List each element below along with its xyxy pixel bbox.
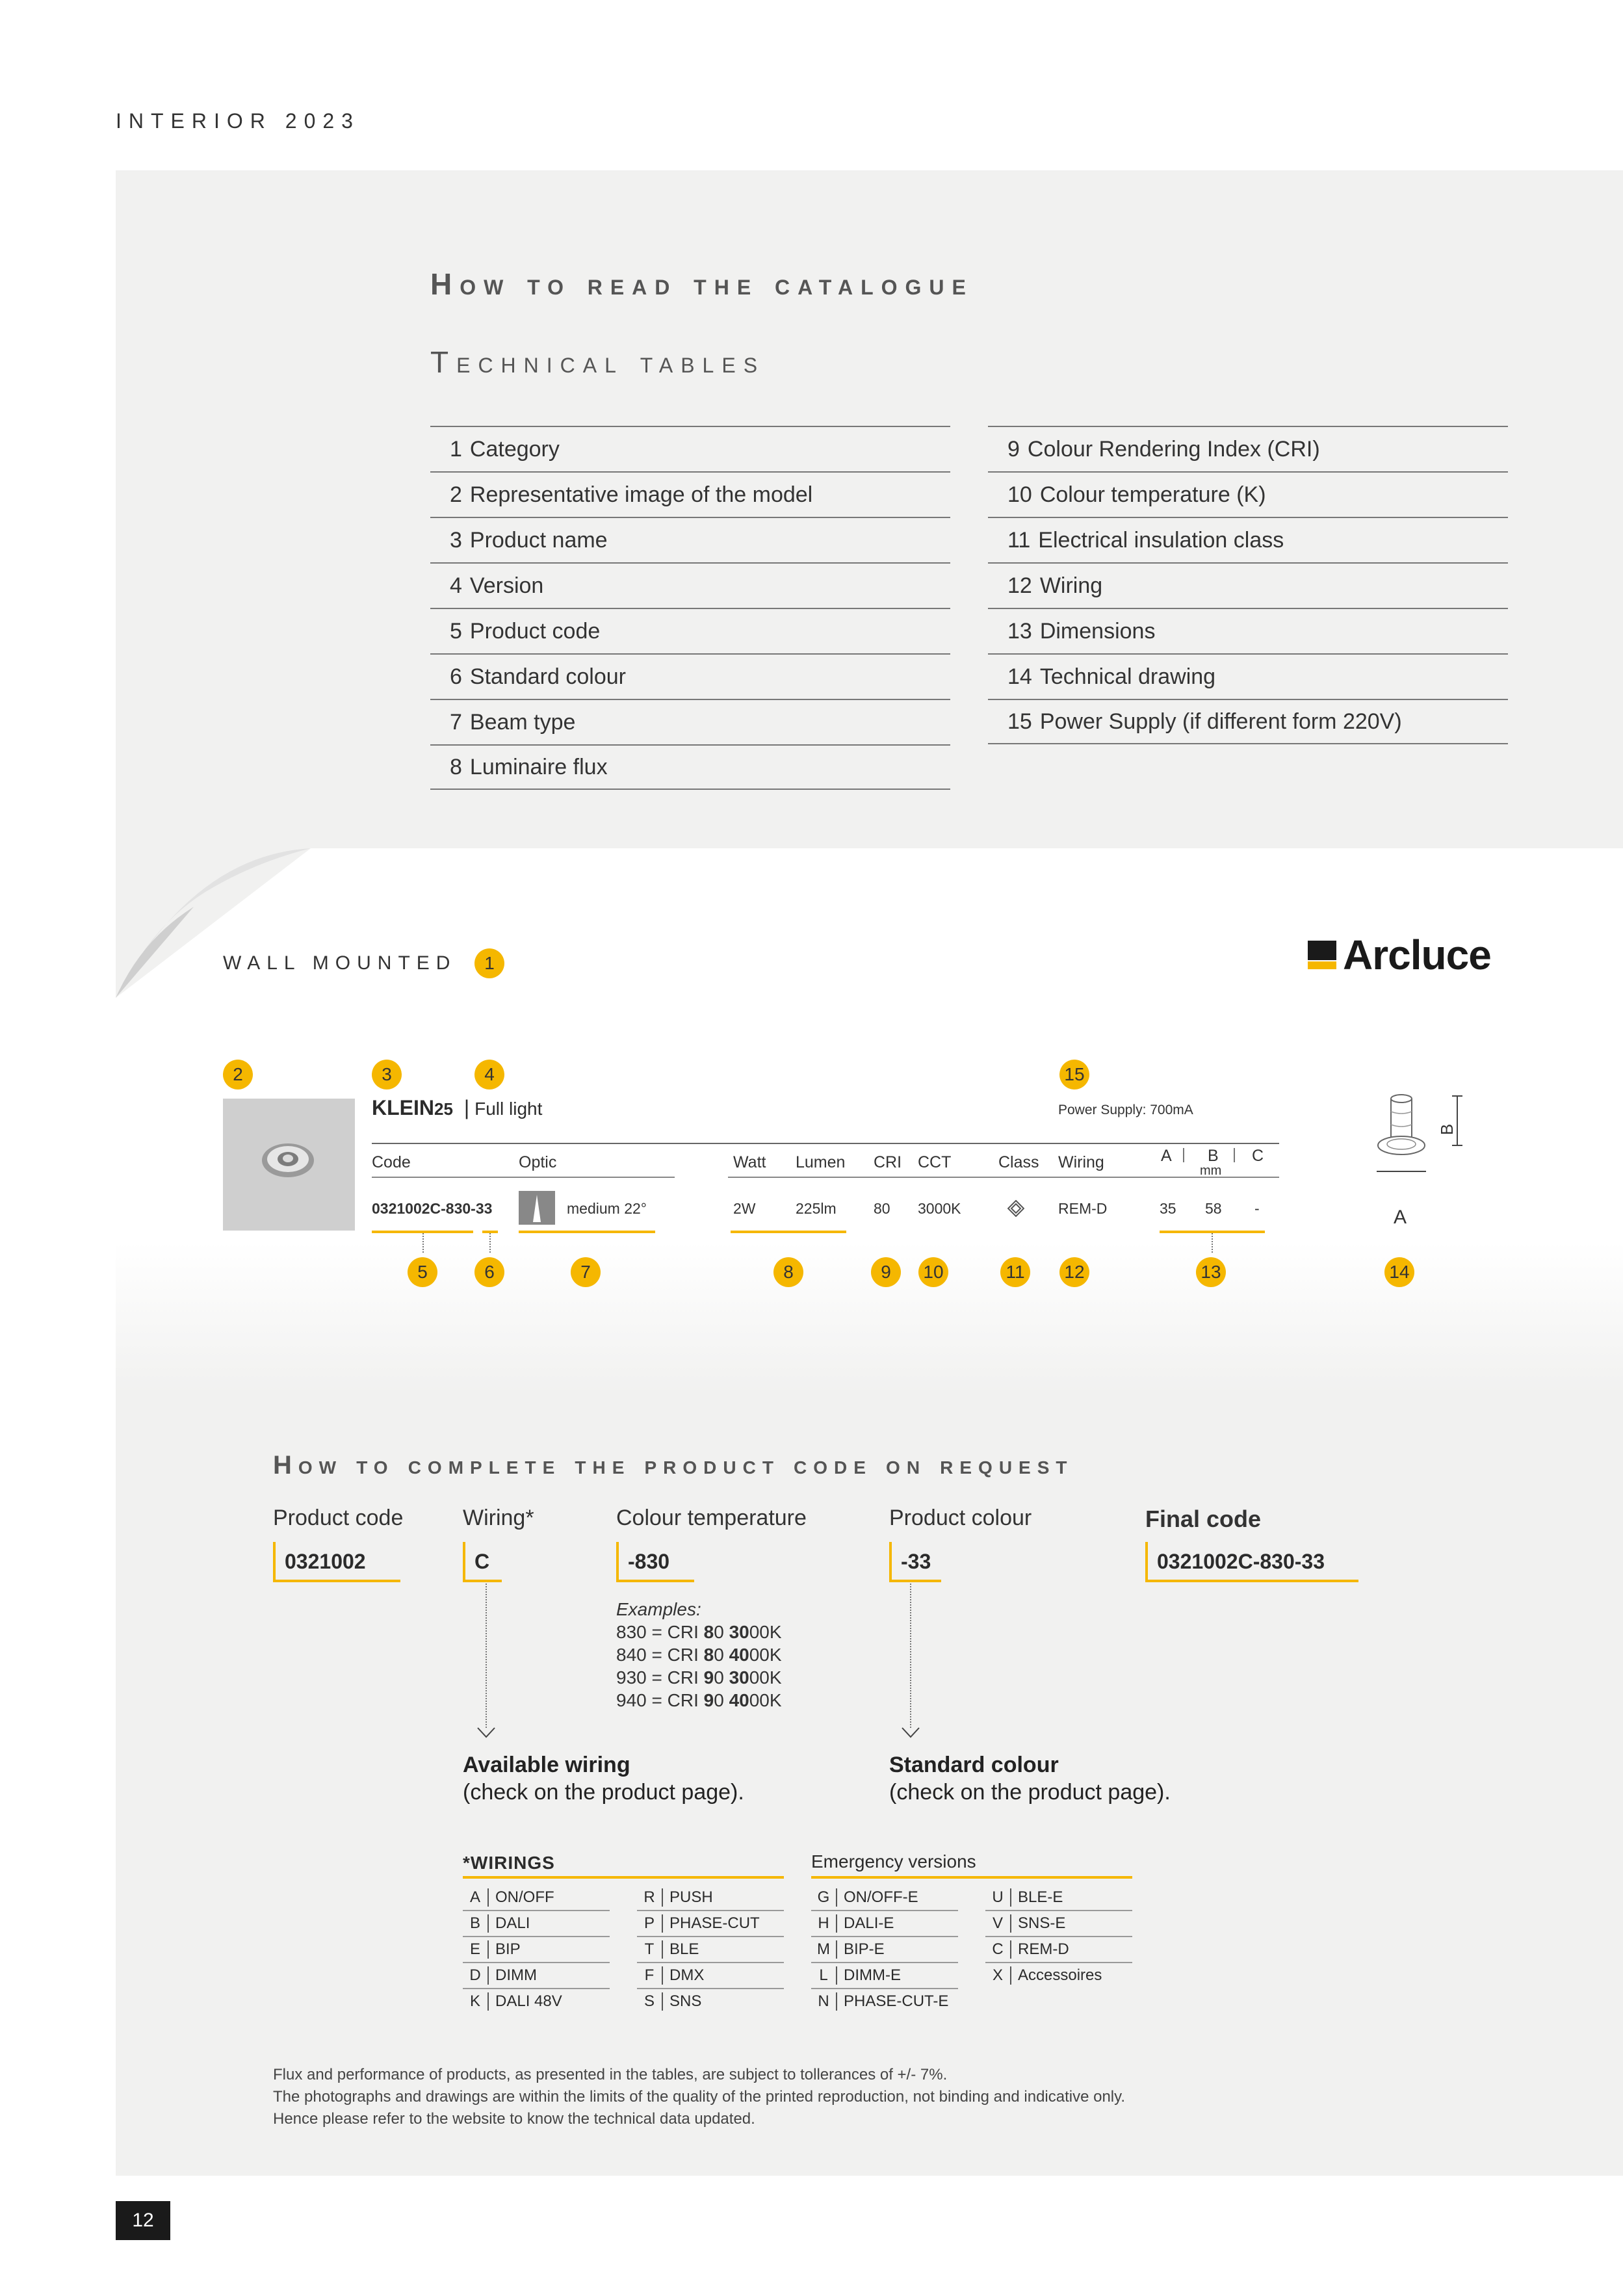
- wiring-code: U: [985, 1888, 1011, 1907]
- row-optic: medium 22°: [567, 1200, 647, 1217]
- wiring-name: BLE: [669, 1940, 699, 1958]
- badge-7: 7: [571, 1257, 601, 1287]
- col-lumen: Lumen: [796, 1153, 846, 1171]
- wiring-row: [985, 1885, 1132, 1911]
- footnote-line: Hence please refer to the website to know the technical data updated.: [273, 2110, 755, 2128]
- legend-number: 8: [450, 754, 462, 779]
- row-cri: 80: [874, 1200, 890, 1217]
- wiring-name: ON/OFF-E: [844, 1888, 918, 1906]
- col-c: C: [1252, 1147, 1264, 1165]
- table-top-line-left: [372, 1143, 675, 1144]
- wiring-name: DALI 48V: [495, 1992, 562, 2010]
- colour-label: Product colour: [889, 1506, 1032, 1530]
- wiring-row: [637, 1911, 784, 1937]
- legend-row: [430, 744, 950, 790]
- col-class: Class: [998, 1153, 1039, 1171]
- col-cct: CCT: [918, 1153, 952, 1171]
- example-part: 930 = CRI: [616, 1667, 704, 1688]
- standard-colour-title: Standard colour: [889, 1753, 1059, 1777]
- wiring-row: [637, 1885, 784, 1911]
- wirings-col-3: [811, 1885, 958, 2014]
- legend-text: Standard colour: [469, 664, 626, 689]
- wiring-code: L: [811, 1966, 837, 1985]
- example-part: 830 = CRI: [616, 1622, 704, 1642]
- wiring-code: F: [637, 1966, 663, 1985]
- legend-text: Luminaire flux: [469, 754, 608, 779]
- wiring-code: B: [463, 1914, 489, 1933]
- example-part: 30: [729, 1667, 749, 1688]
- legend-number: 7: [450, 709, 462, 735]
- legend-text: Category: [469, 436, 560, 462]
- wiring-name: REM-D: [1018, 1940, 1069, 1958]
- page-curl-icon: [116, 848, 311, 998]
- legend-text: Beam type: [469, 709, 576, 735]
- example-line: [616, 1689, 782, 1712]
- legend-row: [430, 471, 950, 517]
- product-code-value: 0321002: [273, 1542, 400, 1582]
- legend-number: 14: [1007, 664, 1032, 689]
- badge-5: 5: [408, 1257, 437, 1287]
- connector: [422, 1233, 424, 1253]
- header-label: INTERIOR 2023: [116, 109, 360, 133]
- col-a: A: [1161, 1147, 1172, 1165]
- wiring-code: D: [463, 1966, 489, 1985]
- cct-value: -830: [616, 1542, 694, 1582]
- wiring-row: [985, 1963, 1132, 1988]
- wiring-code: H: [811, 1914, 837, 1933]
- wiring-name: PHASE-CUT-E: [844, 1992, 949, 2010]
- badge-4: 4: [474, 1060, 504, 1089]
- badge-15: 15: [1059, 1060, 1089, 1089]
- example-part: 840 = CRI: [616, 1645, 704, 1665]
- product-name-bold: KLEIN: [372, 1096, 434, 1119]
- col-watt: Watt: [733, 1153, 766, 1171]
- table-header-line-left: [372, 1177, 675, 1178]
- footnote-line: Flux and performance of products, as presented in the tables, are subject to tollerances of +/- 7%.: [273, 2066, 948, 2083]
- legend-text: Power Supply (if different form 220V): [1039, 709, 1402, 734]
- emergency-title: Emergency versions: [811, 1851, 976, 1872]
- col-b: B: [1208, 1147, 1219, 1165]
- legend-text: Version: [469, 573, 544, 598]
- badge-10: 10: [918, 1257, 948, 1287]
- example-line: [616, 1666, 782, 1689]
- col-optic: Optic: [519, 1153, 557, 1171]
- row-b: 58: [1205, 1200, 1222, 1217]
- wiring-row: [637, 1963, 784, 1989]
- wiring-code: R: [637, 1888, 663, 1907]
- legend-row: [988, 699, 1508, 744]
- legend-row: [988, 653, 1508, 699]
- cct-label: Colour temperature: [616, 1506, 807, 1530]
- wiring-arrow-line: [486, 1584, 487, 1728]
- arrow-down-icon: [901, 1727, 920, 1740]
- legend-text: Dimensions: [1039, 618, 1156, 644]
- example-part: 00K: [749, 1645, 782, 1665]
- example-part: 8: [703, 1622, 714, 1642]
- legend-text: Colour Rendering Index (CRI): [1027, 436, 1320, 462]
- underline-flux: [731, 1231, 846, 1233]
- wiring-name: DIMM-E: [844, 1966, 901, 1984]
- legend-row: [988, 517, 1508, 562]
- wirings-title: *WIRINGS: [463, 1853, 555, 1873]
- connector: [489, 1233, 491, 1253]
- legend-row: [988, 426, 1508, 471]
- wirings-col-4: [985, 1885, 1132, 1988]
- row-a: 35: [1160, 1200, 1176, 1217]
- standard-colour-sub: (check on the product page).: [889, 1780, 1171, 1805]
- footnote: [273, 2064, 1125, 2130]
- badge-8: 8: [773, 1257, 803, 1287]
- beam-icon: [519, 1191, 555, 1225]
- wiring-code: V: [985, 1914, 1011, 1933]
- badge-13: 13: [1196, 1257, 1226, 1287]
- badge-1: 1: [474, 948, 504, 978]
- wirings-underline: [463, 1876, 784, 1879]
- wiring-code: T: [637, 1940, 663, 1959]
- badge-14: 14: [1384, 1257, 1414, 1287]
- available-wiring: [463, 1751, 744, 1806]
- legend-number: 15: [1007, 709, 1032, 734]
- legend-number: 12: [1007, 573, 1032, 598]
- colour-arrow-line: [910, 1584, 911, 1728]
- legend-row: [430, 426, 950, 471]
- row-cct: 3000K: [918, 1200, 961, 1217]
- product-version: Full light: [474, 1099, 543, 1119]
- legend-number: 11: [1007, 527, 1031, 553]
- legend-number: 9: [1007, 436, 1020, 462]
- example-part: 9: [703, 1690, 714, 1710]
- col-mm: mm: [1200, 1164, 1222, 1178]
- wiring-code: S: [637, 1992, 663, 2011]
- underline-optic: [519, 1231, 655, 1233]
- wiring-name: DMX: [669, 1966, 705, 1984]
- wiring-code: P: [637, 1914, 663, 1933]
- example-part: 40: [729, 1690, 749, 1710]
- badge-11: 11: [1000, 1257, 1030, 1287]
- example-line: [616, 1621, 782, 1643]
- legend-number: 13: [1007, 618, 1032, 644]
- example-part: 40: [729, 1645, 749, 1665]
- row-c: -: [1254, 1200, 1260, 1217]
- downlight-icon: [223, 1099, 355, 1231]
- wiring-row: [463, 1885, 610, 1911]
- section-title: How to read the catalogue: [430, 267, 974, 301]
- connector: [1212, 1233, 1213, 1253]
- product-code-label: Product code: [273, 1506, 404, 1530]
- wiring-label: Wiring*: [463, 1506, 534, 1530]
- legend-text: Colour temperature (K): [1039, 482, 1266, 507]
- wiring-name: SNS-E: [1018, 1914, 1066, 1932]
- cct-examples: [616, 1598, 782, 1712]
- wiring-name: DIMM: [495, 1966, 537, 1984]
- wiring-name: ON/OFF: [495, 1888, 554, 1906]
- logo-text: Arcluce: [1343, 932, 1491, 978]
- dim-b-label: B: [1437, 1123, 1457, 1136]
- section-subtitle: Technical tables: [430, 345, 766, 379]
- example-part: 30: [729, 1622, 749, 1642]
- legend-number: 4: [450, 573, 462, 598]
- legend-number: 1: [450, 436, 462, 462]
- legend-number: 2: [450, 482, 462, 507]
- badge-2: 2: [223, 1060, 253, 1089]
- brand-logo: [1308, 931, 1491, 979]
- wiring-name: BLE-E: [1018, 1888, 1063, 1906]
- legend-row: [430, 608, 950, 653]
- wiring-row: [985, 1937, 1132, 1963]
- available-wiring-sub: (check on the product page).: [463, 1780, 744, 1805]
- wirings-col-1: [463, 1885, 610, 2014]
- class-ii-icon: [1007, 1200, 1024, 1217]
- wiring-name: DALI: [495, 1914, 530, 1932]
- wiring-name: PHASE-CUT: [669, 1914, 760, 1932]
- page-number: 12: [116, 2201, 170, 2240]
- legend-text: Technical drawing: [1039, 664, 1216, 689]
- dim-separator: [1234, 1148, 1235, 1162]
- final-code-value: 0321002C-830-33: [1145, 1542, 1358, 1582]
- legend-number: 6: [450, 664, 462, 689]
- product-name: KLEIN25 | Full light: [372, 1096, 543, 1119]
- wiring-name: PUSH: [669, 1888, 713, 1906]
- wirings-col-2: [637, 1885, 784, 2014]
- row-lumen: 225lm: [796, 1200, 837, 1217]
- example-part: 9: [703, 1667, 714, 1688]
- category-label: WALL MOUNTED: [223, 952, 457, 974]
- wiring-name: BIP-E: [844, 1940, 885, 1958]
- wiring-name: Accessoires: [1018, 1966, 1102, 1984]
- footnote-line: The photographs and drawings are within the limits of the quality of the printed reproduction, not binding and indicative only.: [273, 2088, 1126, 2106]
- emergency-underline: [811, 1876, 1132, 1879]
- example-part: 0: [714, 1645, 729, 1665]
- wiring-code: E: [463, 1940, 489, 1959]
- wiring-row: [811, 1911, 958, 1937]
- example-part: 00K: [749, 1667, 782, 1688]
- legend-text: Wiring: [1039, 573, 1103, 598]
- table-top-line-right: [675, 1143, 1279, 1144]
- legend-row: [988, 562, 1508, 608]
- product-image: [223, 1099, 355, 1231]
- badge-9: 9: [871, 1257, 901, 1287]
- legend-number: 5: [450, 618, 462, 644]
- wiring-value: C: [463, 1542, 502, 1582]
- power-supply: Power Supply: 700mA: [1058, 1102, 1193, 1117]
- wiring-code: A: [463, 1888, 489, 1907]
- dim-separator: [1183, 1148, 1184, 1162]
- wiring-row: [463, 1963, 610, 1989]
- wiring-row: [463, 1937, 610, 1963]
- badge-6: 6: [474, 1257, 504, 1287]
- wiring-row: [811, 1885, 958, 1911]
- legend-right: [988, 426, 1508, 744]
- wiring-code: N: [811, 1992, 837, 2011]
- example-part: 8: [703, 1645, 714, 1665]
- wiring-row: [811, 1963, 958, 1989]
- legend-text: Electrical insulation class: [1038, 527, 1284, 553]
- legend-text: Representative image of the model: [469, 482, 813, 507]
- colour-value: -33: [889, 1542, 941, 1582]
- wiring-name: DALI-E: [844, 1914, 894, 1932]
- badge-12: 12: [1059, 1257, 1089, 1287]
- example-part: 940 = CRI: [616, 1690, 704, 1710]
- available-wiring-title: Available wiring: [463, 1753, 630, 1777]
- logo-mark-icon: [1308, 941, 1336, 969]
- example-line: [616, 1643, 782, 1666]
- col-code: Code: [372, 1153, 411, 1171]
- arrow-down-icon: [476, 1727, 496, 1740]
- badge-3: 3: [372, 1060, 402, 1089]
- legend-number: 3: [450, 527, 462, 553]
- col-cri: CRI: [874, 1153, 902, 1171]
- technical-drawing-icon: [1365, 1092, 1469, 1183]
- wiring-code: X: [985, 1966, 1011, 1985]
- wiring-row: [637, 1937, 784, 1963]
- legend-left: [430, 426, 950, 790]
- row-wiring: REM-D: [1058, 1200, 1108, 1217]
- example-part: 00K: [749, 1690, 782, 1710]
- legend-row: [430, 562, 950, 608]
- example-part: 0: [714, 1622, 729, 1642]
- legend-row: [430, 517, 950, 562]
- legend-text: Product code: [469, 618, 601, 644]
- legend-text: Product name: [469, 527, 608, 553]
- wiring-row: [811, 1989, 958, 2014]
- wiring-code: C: [985, 1940, 1011, 1959]
- wiring-code: G: [811, 1888, 837, 1907]
- product-name-suffix: 25: [434, 1099, 453, 1119]
- examples-label: Examples:: [616, 1599, 701, 1619]
- wiring-code: M: [811, 1940, 837, 1959]
- example-part: 0: [714, 1690, 729, 1710]
- dim-a-label: A: [1394, 1207, 1407, 1228]
- legend-row: [430, 699, 950, 744]
- example-part: 0: [714, 1667, 729, 1688]
- wiring-code: K: [463, 1992, 489, 2011]
- col-wiring: Wiring: [1058, 1153, 1104, 1171]
- standard-colour: [889, 1751, 1171, 1806]
- wiring-name: BIP: [495, 1940, 521, 1958]
- wiring-row: [637, 1989, 784, 2014]
- legend-row: [430, 653, 950, 699]
- example-part: 00K: [749, 1622, 782, 1642]
- legend-row: [988, 608, 1508, 653]
- table-header-line-right: [728, 1177, 1279, 1178]
- legend-number: 10: [1007, 482, 1032, 507]
- legend-row: [988, 471, 1508, 517]
- final-code-label: Final code: [1145, 1506, 1262, 1532]
- wiring-row: [463, 1989, 610, 2014]
- wiring-row: [463, 1911, 610, 1937]
- wiring-row: [811, 1937, 958, 1963]
- complete-code-title: How to complete the product code on request: [273, 1451, 1074, 1480]
- wiring-row: [985, 1911, 1132, 1937]
- wiring-name: SNS: [669, 1992, 702, 2010]
- row-watt: 2W: [733, 1200, 756, 1217]
- row-code: 0321002C-830-33: [372, 1200, 493, 1217]
